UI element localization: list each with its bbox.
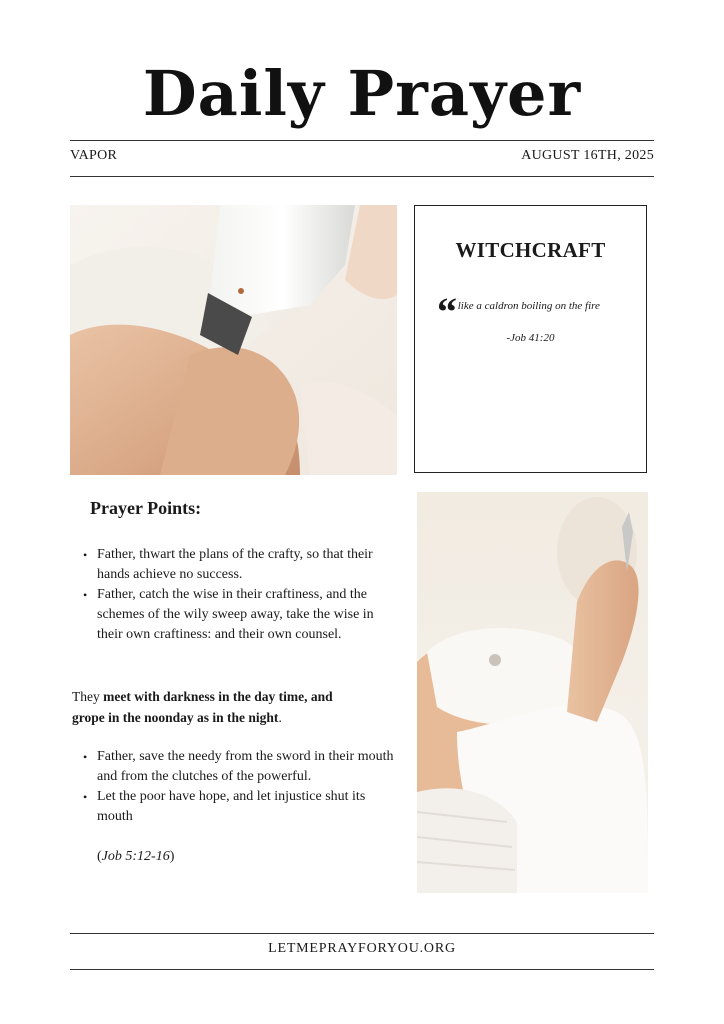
- footer-website: LETMEPRAYFORYOU.ORG: [268, 941, 456, 956]
- paragraph-suffix: .: [278, 710, 282, 725]
- scripture-paragraph: [72, 686, 362, 728]
- citation-open: (: [97, 849, 102, 864]
- list-item: • Father, catch the wise in their craftiness, and the schemes of the wily sweep away, take the wise in their own craftiness: and their own counsel.: [97, 585, 397, 645]
- citation-close: ): [169, 849, 175, 864]
- list-item: • Let the poor have hope, and let injustice shut its mouth: [97, 787, 397, 827]
- prayer-list-2: [79, 747, 397, 827]
- header-date: AUGUST 16TH, 2025: [521, 148, 654, 163]
- footer-bottom-rule: [70, 969, 654, 970]
- scripture-citation: [97, 847, 174, 867]
- paragraph-bold: meet with darkness in the day time, and grope in the noonday as in the night: [72, 689, 333, 725]
- list-item: • Father, thwart the plans of the crafty, so that their hands achieve no success.: [97, 545, 397, 585]
- list-item: • Father, save the needy from the sword in their mouth and from the clutches of the powerful.: [97, 747, 397, 787]
- scripture-title: WITCHCRAFT: [455, 238, 606, 262]
- scripture-box: [414, 205, 647, 473]
- facial-mask-spa-photo: [417, 492, 648, 893]
- paragraph-prefix: They: [72, 689, 104, 704]
- header-top-rule: [70, 140, 654, 141]
- page-title: Daily Prayer: [142, 57, 582, 130]
- footer-top-rule: [70, 933, 654, 934]
- scripture-reference: -Job 41:20: [506, 332, 555, 344]
- laser-treatment-photo: [70, 205, 397, 475]
- header-category: VAPOR: [70, 148, 118, 163]
- citation-ref: Job 5:12-16: [101, 849, 170, 864]
- scripture-quote: [437, 288, 637, 335]
- prayer-list-1: [79, 545, 397, 645]
- scripture-quote-text: like a caldron boiling on the fire: [457, 300, 600, 312]
- header-bottom-rule: [70, 176, 654, 177]
- quote-mark-icon: “: [437, 289, 453, 334]
- prayer-points-heading: Prayer Points:: [90, 498, 202, 518]
